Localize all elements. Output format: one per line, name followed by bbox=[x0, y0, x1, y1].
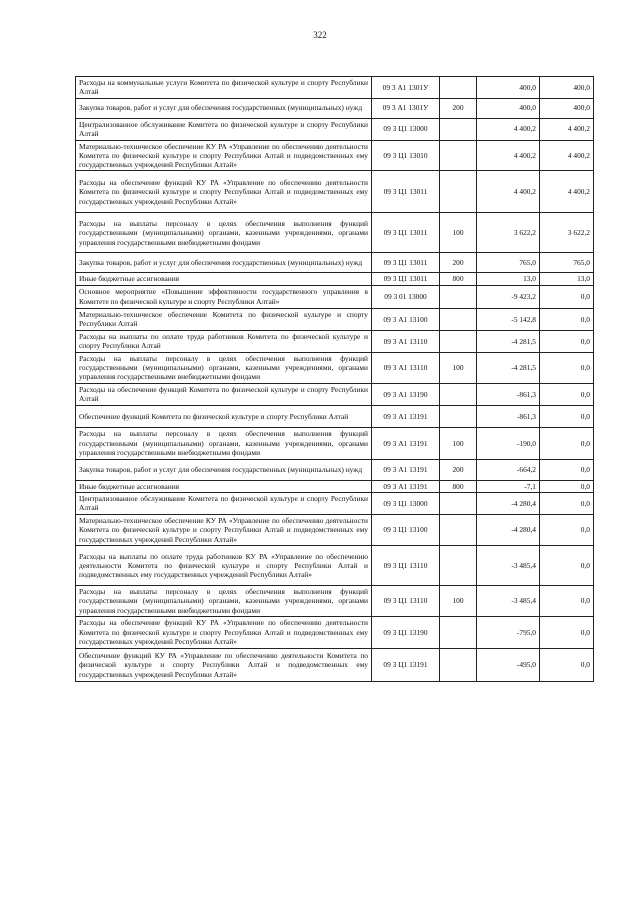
row-amount-2-cell: 0,0 bbox=[540, 545, 594, 585]
row-expense-type-cell bbox=[440, 77, 477, 99]
row-amount-1-cell: -4 281,5 bbox=[477, 352, 540, 383]
row-expense-type-cell bbox=[440, 140, 477, 171]
row-amount-2-cell: 0,0 bbox=[540, 330, 594, 352]
row-name-cell: Расходы на выплаты персоналу в целях обеспечения выполнения функций государственными (муниципальными) органами, казенными учреждениями, органами управления государственными внебюджетными фондами bbox=[76, 427, 372, 459]
row-code-cell: 09 3 А1 13190 bbox=[372, 383, 440, 405]
row-name-cell: Материально-техническое обеспечение Комитета по физической культуре и спорту Республики Алтай bbox=[76, 308, 372, 330]
table-row bbox=[76, 118, 594, 140]
table-row bbox=[76, 140, 594, 171]
row-amount-2-cell: 4 400,2 bbox=[540, 171, 594, 213]
row-code-cell: 09 3 А1 13100 bbox=[372, 308, 440, 330]
row-code-cell: 09 3 Ц1 13000 bbox=[372, 118, 440, 140]
row-code-cell: 09 3 Ц1 13191 bbox=[372, 648, 440, 681]
row-amount-1-cell: 400,0 bbox=[477, 98, 540, 118]
row-amount-2-cell: 13,0 bbox=[540, 273, 594, 285]
row-expense-type-cell bbox=[440, 405, 477, 427]
row-amount-2-cell: 765,0 bbox=[540, 253, 594, 273]
row-expense-type-cell bbox=[440, 492, 477, 514]
row-amount-2-cell: 0,0 bbox=[540, 616, 594, 648]
row-amount-1-cell: -4 281,5 bbox=[477, 330, 540, 352]
row-amount-2-cell: 4 400,2 bbox=[540, 118, 594, 140]
table-row bbox=[76, 352, 594, 383]
row-expense-type-cell: 100 bbox=[440, 213, 477, 253]
row-expense-type-cell bbox=[440, 616, 477, 648]
row-amount-1-cell: 4 400,2 bbox=[477, 140, 540, 171]
row-amount-2-cell: 0,0 bbox=[540, 585, 594, 616]
row-code-cell: 09 3 01 13000 bbox=[372, 285, 440, 308]
row-amount-2-cell: 0,0 bbox=[540, 492, 594, 514]
row-name-cell: Расходы на обеспечение функций КУ РА «Управление по обеспечению деятельности Комитета по физической культуре и спорту Республики Алтай и подведомственных ему государственных учреждений Республики Алтай» bbox=[76, 171, 372, 213]
row-name-cell: Обеспечение функций КУ РА «Управление по обеспечению деятельности Комитета по физической культуре и спорту Республики Алтай и подведомственных ему государственных учреждений Республики Алтай» bbox=[76, 648, 372, 681]
row-name-cell: Расходы на выплаты по оплате труда работников КУ РА «Управление по обеспечению деятельности Комитета по физической культуре и спорту Республики Алтай и подведомственных ему государственных учреждений Республики Алтай» bbox=[76, 545, 372, 585]
row-amount-2-cell: 0,0 bbox=[540, 427, 594, 459]
row-name-cell: Расходы на обеспечение функций КУ РА «Управление по обеспечению деятельности Комитета по физической культуре и спорту Республики Алтай и подведомственных ему государственных учреждений Республики Алтай» bbox=[76, 616, 372, 648]
row-code-cell: 09 3 Ц1 13100 bbox=[372, 514, 440, 545]
table-row bbox=[76, 427, 594, 459]
row-amount-2-cell: 400,0 bbox=[540, 98, 594, 118]
row-amount-1-cell: -5 142,8 bbox=[477, 308, 540, 330]
row-name-cell: Расходы на коммунальные услуги Комитета по физической культуре и спорту Республики Алтай bbox=[76, 77, 372, 99]
row-amount-2-cell: 0,0 bbox=[540, 352, 594, 383]
row-code-cell: 09 3 Ц1 13011 bbox=[372, 171, 440, 213]
row-code-cell: 09 3 А1 13191 bbox=[372, 480, 440, 492]
row-amount-1-cell: 3 622,2 bbox=[477, 213, 540, 253]
row-code-cell: 09 3 Ц1 13110 bbox=[372, 585, 440, 616]
row-amount-2-cell: 0,0 bbox=[540, 480, 594, 492]
table-row bbox=[76, 585, 594, 616]
row-expense-type-cell: 800 bbox=[440, 273, 477, 285]
table-row bbox=[76, 273, 594, 285]
row-amount-2-cell: 400,0 bbox=[540, 77, 594, 99]
row-amount-1-cell: -861,3 bbox=[477, 405, 540, 427]
table-row bbox=[76, 405, 594, 427]
row-expense-type-cell bbox=[440, 545, 477, 585]
row-name-cell: Закупка товаров, работ и услуг для обеспечения государственных (муниципальных) нужд bbox=[76, 98, 372, 118]
row-amount-1-cell: -495,0 bbox=[477, 648, 540, 681]
row-name-cell: Расходы на обеспечение функций Комитета по физической культуре и спорту Республики Алтай bbox=[76, 383, 372, 405]
row-code-cell: 09 3 Ц1 13110 bbox=[372, 545, 440, 585]
row-name-cell: Расходы на выплаты по оплате труда работников Комитета по физической культуре и спорту Республики Алтай bbox=[76, 330, 372, 352]
row-amount-1-cell: 13,0 bbox=[477, 273, 540, 285]
table-row bbox=[76, 285, 594, 308]
row-expense-type-cell: 100 bbox=[440, 352, 477, 383]
row-amount-2-cell: 4 400,2 bbox=[540, 140, 594, 171]
row-amount-2-cell: 0,0 bbox=[540, 285, 594, 308]
table-row bbox=[76, 648, 594, 681]
table-row bbox=[76, 253, 594, 273]
table-row bbox=[76, 514, 594, 545]
row-name-cell: Расходы на выплаты персоналу в целях обеспечения выполнения функций государственными (муниципальными) органами, казенными учреждениями, органами управления государственными внебюджетными фондами bbox=[76, 213, 372, 253]
row-amount-2-cell: 0,0 bbox=[540, 383, 594, 405]
row-expense-type-cell bbox=[440, 383, 477, 405]
row-name-cell: Централизованное обслуживание Комитета по физической культуре и спорту Республики Алтай bbox=[76, 118, 372, 140]
table-row bbox=[76, 330, 594, 352]
row-amount-1-cell: -7,1 bbox=[477, 480, 540, 492]
row-amount-1-cell: -9 423,2 bbox=[477, 285, 540, 308]
table-row bbox=[76, 616, 594, 648]
table-body bbox=[76, 77, 594, 682]
row-expense-type-cell bbox=[440, 330, 477, 352]
row-amount-2-cell: 0,0 bbox=[540, 514, 594, 545]
row-amount-2-cell: 3 622,2 bbox=[540, 213, 594, 253]
row-name-cell: Иные бюджетные ассигнования bbox=[76, 273, 372, 285]
row-code-cell: 09 3 Ц1 13190 bbox=[372, 616, 440, 648]
row-name-cell: Расходы на выплаты персоналу в целях обеспечения выполнения функций государственными (муниципальными) органами, казенными учреждениями, органами управления государственными внебюджетными фондами bbox=[76, 585, 372, 616]
row-name-cell: Иные бюджетные ассигнования bbox=[76, 480, 372, 492]
row-code-cell: 09 3 Ц1 13011 bbox=[372, 273, 440, 285]
row-name-cell: Материально-техническое обеспечение КУ РА «Управление по обеспечению деятельности Комитета по физической культуре и спорту Республики Алтай и подведомственных ему государственных учреждений Республики Алтай» bbox=[76, 514, 372, 545]
row-expense-type-cell: 200 bbox=[440, 98, 477, 118]
row-expense-type-cell: 800 bbox=[440, 480, 477, 492]
row-amount-2-cell: 0,0 bbox=[540, 308, 594, 330]
row-expense-type-cell: 200 bbox=[440, 253, 477, 273]
row-name-cell: Расходы на выплаты персоналу в целях обеспечения выполнения функций государственными (муниципальными) органами, казенными учреждениями, органами управления государственными внебюджетными фондами bbox=[76, 352, 372, 383]
table-row bbox=[76, 171, 594, 213]
row-code-cell: 09 3 А1 13191 bbox=[372, 459, 440, 480]
row-code-cell: 09 3 Ц1 13011 bbox=[372, 253, 440, 273]
row-amount-1-cell: -190,0 bbox=[477, 427, 540, 459]
row-amount-1-cell: -4 280,4 bbox=[477, 514, 540, 545]
budget-table bbox=[75, 76, 594, 682]
row-name-cell: Обеспечение функций Комитета по физической культуре и спорту Республики Алтай bbox=[76, 405, 372, 427]
row-expense-type-cell bbox=[440, 118, 477, 140]
row-amount-1-cell: 4 400,2 bbox=[477, 118, 540, 140]
row-expense-type-cell bbox=[440, 514, 477, 545]
table-row bbox=[76, 459, 594, 480]
row-amount-1-cell: -3 485,4 bbox=[477, 545, 540, 585]
row-name-cell: Закупка товаров, работ и услуг для обеспечения государственных (муниципальных) нужд bbox=[76, 253, 372, 273]
row-expense-type-cell: 200 bbox=[440, 459, 477, 480]
row-amount-2-cell: 0,0 bbox=[540, 405, 594, 427]
table-row bbox=[76, 492, 594, 514]
row-code-cell: 09 3 А1 13110 bbox=[372, 352, 440, 383]
row-amount-1-cell: -795,0 bbox=[477, 616, 540, 648]
row-code-cell: 09 3 Ц1 13010 bbox=[372, 140, 440, 171]
row-expense-type-cell bbox=[440, 285, 477, 308]
table-row bbox=[76, 213, 594, 253]
table-row bbox=[76, 308, 594, 330]
table-row bbox=[76, 480, 594, 492]
row-amount-1-cell: -3 485,4 bbox=[477, 585, 540, 616]
row-amount-1-cell: 4 400,2 bbox=[477, 171, 540, 213]
row-expense-type-cell bbox=[440, 171, 477, 213]
row-expense-type-cell: 100 bbox=[440, 427, 477, 459]
table-row bbox=[76, 383, 594, 405]
row-code-cell: 09 3 А1 1301У bbox=[372, 77, 440, 99]
row-amount-1-cell: -4 280,4 bbox=[477, 492, 540, 514]
row-name-cell: Централизованное обслуживание Комитета по физической культуре и спорту Республики Алтай bbox=[76, 492, 372, 514]
row-expense-type-cell: 100 bbox=[440, 585, 477, 616]
row-amount-1-cell: 765,0 bbox=[477, 253, 540, 273]
row-name-cell: Закупка товаров, работ и услуг для обеспечения государственных (муниципальных) нужд bbox=[76, 459, 372, 480]
table-row bbox=[76, 77, 594, 99]
row-amount-1-cell: -861,3 bbox=[477, 383, 540, 405]
row-expense-type-cell bbox=[440, 648, 477, 681]
row-code-cell: 09 3 А1 13110 bbox=[372, 330, 440, 352]
row-amount-2-cell: 0,0 bbox=[540, 648, 594, 681]
table-row bbox=[76, 545, 594, 585]
row-expense-type-cell bbox=[440, 308, 477, 330]
row-code-cell: 09 3 А1 1301У bbox=[372, 98, 440, 118]
row-name-cell: Основное мероприятие «Повышение эффективности государственного управления в Комитете по физической культуре и спорту Республики Алтай» bbox=[76, 285, 372, 308]
page-number: 322 bbox=[313, 30, 327, 40]
row-code-cell: 09 3 А1 13191 bbox=[372, 427, 440, 459]
row-code-cell: 09 3 Ц1 13000 bbox=[372, 492, 440, 514]
row-name-cell: Материально-техническое обеспечение КУ РА «Управление по обеспечению деятельности Комитета по физической культуре и спорту Республики Алтай и подведомственных ему государственных учреждений Республики Алтай» bbox=[76, 140, 372, 171]
row-amount-2-cell: 0,0 bbox=[540, 459, 594, 480]
row-code-cell: 09 3 А1 13191 bbox=[372, 405, 440, 427]
row-code-cell: 09 3 Ц1 13011 bbox=[372, 213, 440, 253]
row-amount-1-cell: -664,2 bbox=[477, 459, 540, 480]
table-row bbox=[76, 98, 594, 118]
row-amount-1-cell: 400,0 bbox=[477, 77, 540, 99]
